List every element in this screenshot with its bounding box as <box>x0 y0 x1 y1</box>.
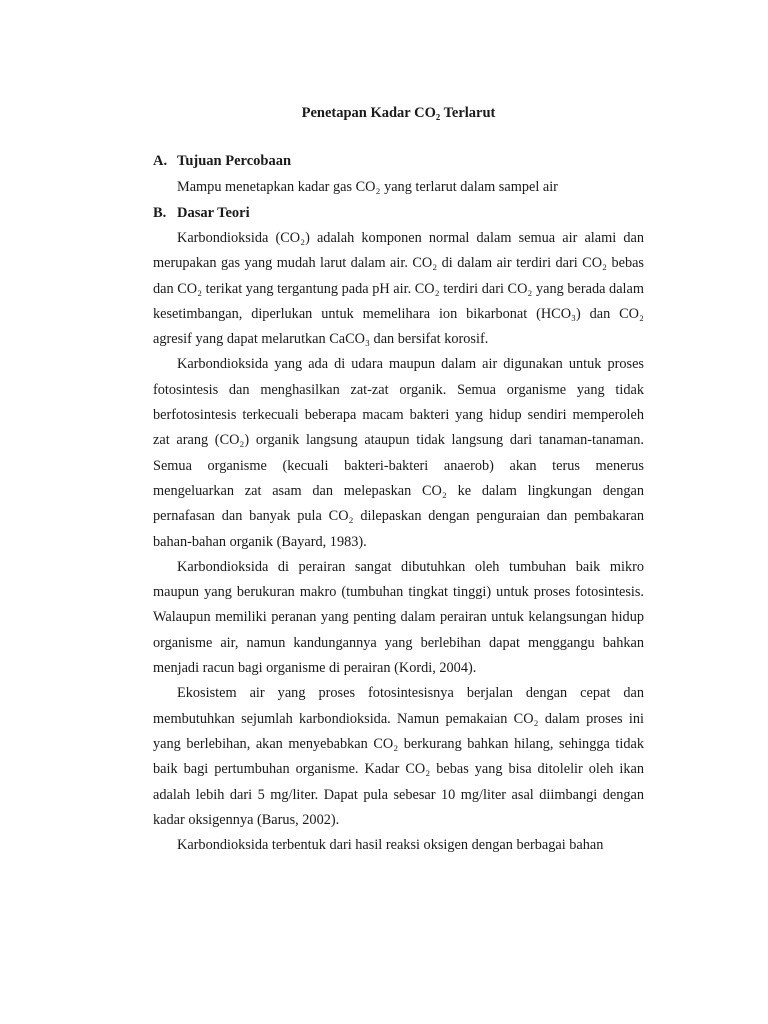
section-a-letter: A. <box>153 153 168 169</box>
section-a-body: Mampu menetapkan kadar gas CO₂ yang terlarut dalam sampel air <box>177 179 558 195</box>
document-title: Penetapan Kadar CO₂ Terlarut <box>301 105 496 121</box>
paragraph-1: Karbondioksida (CO₂) adalah komponen normal dalam semua air alami dan merupakan gas yang mudah larut dalam air. CO₂ di dalam air terdiri dari CO₂ bebas dan CO₂ terikat yang tergantung pada pH air. CO₂ terdiri dari CO₂ yang berada dalam kesetimbangan, diperlukan untuk memelihara ion bikarbonat (HCO₃) dan CO₂ agresif yang dapat melarutkan CaCO₃ dan bersifat korosif. <box>153 230 644 348</box>
section-b-heading <box>153 200 644 226</box>
paragraph-3: Karbondioksida di perairan sangat dibutuhkan oleh tumbuhan baik mikro maupun yang berukuran makro (tumbuhan tingkat tinggi) untuk proses fotosintesis. Walaupun memiliki peranan yang penting dalam perairan untuk kelangsungan hidup organisme air, namun kandungannya yang berlebihan dapat menggangu bahkan menjadi racun bagi organisme di perairan (Kordi, 2004). <box>153 558 644 677</box>
section-a-title: Tujuan Percobaan <box>177 153 292 169</box>
paragraph-2: Karbondioksida yang ada di udara maupun dalam air digunakan untuk proses fotosintesis dan menghasilkan zat-zat organik. Semua organisme yang tidak berfotosintesis terkecuali beberapa macam bakteri yang hidup sendiri memperoleh zat arang (CO₂) organik langsung ataupun tidak langsung dari tanaman-tanaman. Semua organisme (kecuali bakteri-bakteri anaerob) akan terus menerus mengeluarkan zat asam dan melepaskan CO₂ ke dalam lingkungan dengan pernafasan dan banyak pula CO₂ dilepaskan dengan penguraian dan pembakaran bahan-bahan organik (Bayard, 1983). <box>153 356 644 550</box>
document-page <box>153 100 644 858</box>
section-b-letter: B. <box>153 205 167 221</box>
paragraph-5: Karbondioksida terbentuk dari hasil reaksi oksigen dengan berbagai bahan <box>177 837 604 854</box>
section-a-heading <box>153 148 644 174</box>
section-b-title: Dasar Teori <box>177 205 250 221</box>
paragraph-4: Ekosistem air yang proses fotosintesisnya berjalan dengan cepat dan membutuhkan sejumlah karbondioksida. Namun pemakaian CO₂ dalam proses ini yang berlebihan, akan menyebabkan CO₂ berkurang bahkan hilang, sehingga tidak baik bagi pertumbuhan organisme. Kadar CO₂ bebas yang bisa ditolelir oleh ikan adalah lebih dari 5 mg/liter. Dapat pula sebesar 10 mg/liter asal diimbangi dengan kadar oksigennya (Barus, 2002). <box>153 685 644 828</box>
